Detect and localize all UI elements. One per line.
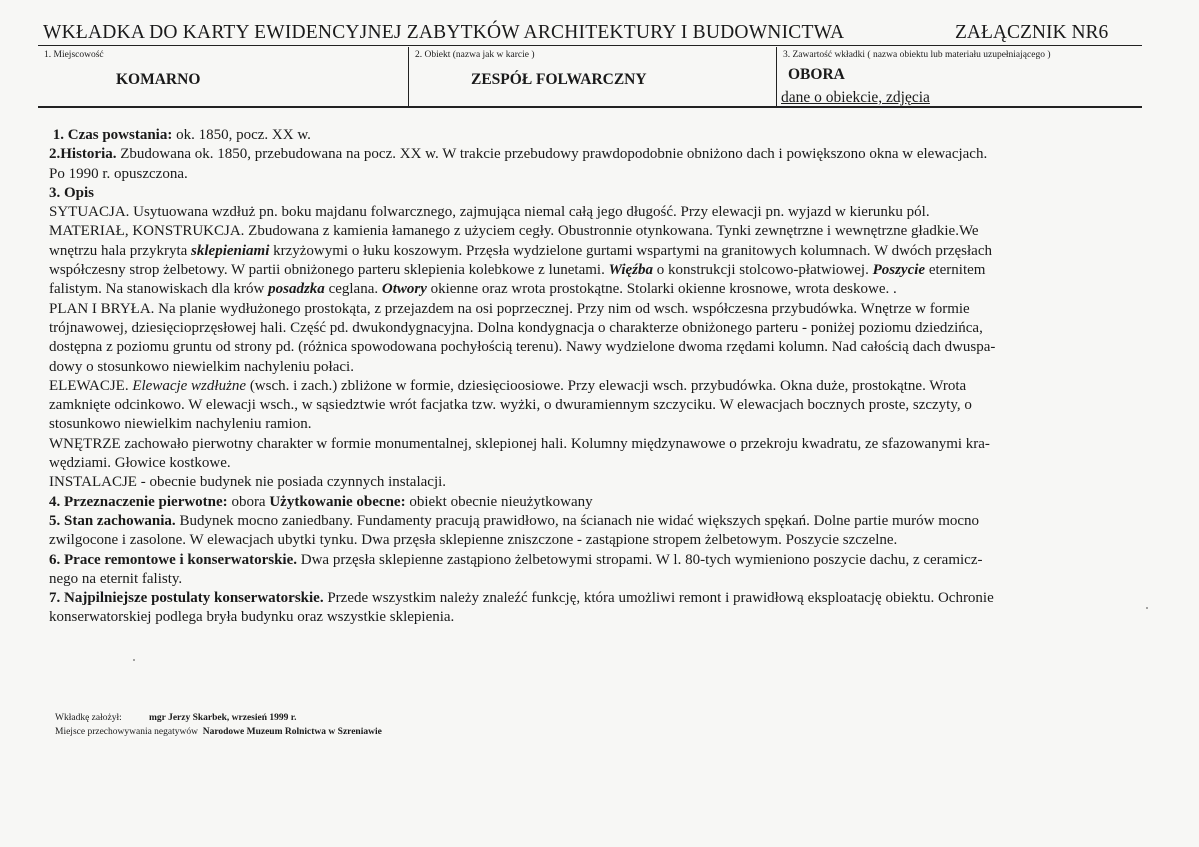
- author-value: mgr Jerzy Skarbek, wrzesień 1999 r.: [149, 713, 297, 723]
- paragraph-text: eternitem: [925, 262, 986, 279]
- paragraph-line: dowy o stosunkowo niewielkim nachyleniu połaci.: [49, 358, 354, 375]
- paragraph-text: wnętrzu hala przykryta: [49, 242, 192, 259]
- paragraph-line: nego na eternit falisty.: [49, 570, 183, 587]
- header-divider: [38, 45, 1142, 46]
- paragraph-line: konserwatorskiej podlega bryła budynku oraz wszystkie sklepienia.: [49, 609, 455, 626]
- paragraph-line: WNĘTRZE zachowało pierwotny charakter w formie monumentalnej, sklepionej hali. Kolumny międzynawowe o przekroju kwadratu, ze sfazowanymi kra-: [49, 435, 990, 452]
- paragraph-line: dostępna z poziomu gruntu od strony pd. (różnica spowodowana pochyłością terenu). Nawy wydzielone dwoma rzędami kolumn. Nad całością dach dwuspa-: [49, 339, 996, 356]
- negatives-label: Miejsce przechowywania negatywów: [55, 727, 198, 737]
- paragraph-text: ceglana.: [324, 281, 382, 298]
- negatives-line: [55, 725, 382, 739]
- section-heading: 3. Opis: [49, 184, 95, 201]
- paragraph-text: obora: [227, 493, 270, 510]
- paragraph-text: Budynek mocno zaniedbany. Fundamenty pracują prawidłowo, na ścianach nie widać większych spękań. Dolne partie murów mocno: [175, 512, 980, 529]
- emphasis-term: Poszycie: [872, 262, 926, 279]
- paragraph-line: [49, 280, 1139, 299]
- paragraph-line: zwilgocone i zasolone. W elewacjach ubytki tynku. Dwa przęsła sklepienne zniszczone - zastąpione stropem żelbetowym. Poszycie szczelne.: [49, 532, 898, 549]
- attachment-number: ZAŁĄCZNIK NR6: [955, 22, 1109, 43]
- section-heading: 6. Prace remontowe i konserwatorskie.: [49, 551, 297, 568]
- emphasis-term: Otwory: [381, 281, 427, 298]
- identification-fields: [38, 47, 1142, 108]
- paragraph-text: krzyżowymi o łuku koszowym. Przęsła wydzielone gurtami wspartymi na granitowych kolumnach. W dwóch przęsłach: [269, 242, 992, 259]
- section-condition: [49, 512, 1139, 531]
- author-line: [55, 711, 382, 725]
- section-postulates: [49, 589, 1139, 608]
- paragraph-line: MATERIAŁ, KONSTRUKCJA. Zbudowana z kamienia łamanego z użyciem cegły. Obustronnie otynkowana. Tynki zewnętrzne i wewnętrzne gładkie.We: [49, 223, 979, 240]
- author-label: Wkładkę założył:: [55, 713, 122, 723]
- section-purpose: [49, 493, 1139, 512]
- paragraph-text: Przede wszystkim należy znaleźć funkcję, która umożliwi remont i prawidłową eksploatację obiektu. Ochronie: [323, 590, 994, 607]
- section-heading: 4. Przeznaczenie pierwotne:: [49, 493, 228, 510]
- section-renovation: [49, 551, 1139, 570]
- paragraph-line: stosunkowo niewielkim nachyleniu ramion.: [49, 416, 312, 433]
- paragraph-text: Zbudowana ok. 1850, przebudowana na pocz. XX w. W trakcie przebudowy prawdopodobnie obniżono dach i powiększono okna w elewacjach.: [116, 146, 988, 163]
- page-title: WKŁADKA DO KARTY EWIDENCYJNEJ ZABYTKÓW ARCHITEKTURY I BUDOWNICTWA: [43, 22, 845, 43]
- paragraph-text: falistym. Na stanowiskach dla krów: [49, 281, 269, 298]
- paragraph-line: Po 1990 r. opuszczona.: [49, 165, 188, 182]
- section-heading: Użytkowanie obecne:: [269, 493, 406, 510]
- section-heading: 5. Stan zachowania.: [49, 512, 176, 529]
- field-object-label: 2. Obiekt (nazwa jak w karcie ): [415, 50, 535, 60]
- emphasis-term: Elewacje wzdłużne: [132, 377, 247, 394]
- paragraph-text: Dwa przęsła sklepienne zastąpiono żelbetowymi stropami. W l. 80-tych wymieniono poszycie dachu, z ceramicz-: [297, 551, 983, 568]
- paragraph-text: okienne oraz wrota prostokątne. Stolarki okienne krosnowe, wrota deskowe. .: [426, 281, 897, 298]
- paragraph-text: (wsch. i zach.) zbliżone w formie, dziesięcioosiowe. Przy elewacji wsch. przybudówka. Okna duże, prostokątne. Wrota: [246, 377, 967, 394]
- section-heading: 1. Czas powstania:: [52, 127, 173, 143]
- paragraph-text: o konstrukcji stolcowo-płatwiowej.: [653, 262, 873, 279]
- description-body: [49, 126, 1139, 628]
- paragraph-text: współczesny strop żelbetowy. W partii obniżonego parteru sklepienia kolebkowe z lunetami.: [49, 262, 609, 279]
- paragraph-text: obiekt obecnie nieużytkowany: [405, 493, 593, 510]
- field-object: [408, 47, 777, 106]
- emphasis-term: sklepieniami: [191, 242, 270, 259]
- paragraph-line: wędziami. Głowice kostkowe.: [49, 455, 231, 472]
- emphasis-term: Więźba: [608, 262, 654, 279]
- paragraph-line: SYTUACJA. Usytuowana wzdłuż pn. boku majdanu folwarcznego, zajmująca niemal całą jego długość. Przy elewacji pn. wyjazd w kierunku pól.: [49, 204, 930, 221]
- field-content: [776, 47, 1143, 106]
- section-heading: 2.Historia.: [49, 146, 117, 163]
- field-content-label: 3. Zawartość wkładki ( nazwa obiektu lub materiału uzupełniającego ): [783, 50, 1051, 60]
- field-content-value: OBORA: [788, 66, 845, 83]
- paragraph-text: ok. 1850, pocz. XX w.: [172, 127, 311, 143]
- scan-speck: [133, 659, 135, 661]
- field-locality: [38, 47, 408, 106]
- section-construction-date: [49, 126, 1139, 145]
- paragraph-text: ELEWACJE.: [49, 377, 133, 394]
- paragraph-line: [49, 377, 1139, 396]
- field-locality-label: 1. Miejscowość: [44, 50, 104, 60]
- footer-credits: [55, 711, 382, 739]
- paragraph-line: [49, 261, 1139, 280]
- field-locality-value: KOMARNO: [116, 71, 201, 88]
- field-object-value: ZESPÓŁ FOLWARCZNY: [471, 71, 647, 88]
- scan-speck: [1146, 607, 1148, 609]
- paragraph-line: INSTALACJE - obecnie budynek nie posiada czynnych instalacji.: [49, 474, 447, 491]
- paragraph-line: [49, 242, 1139, 261]
- paragraph-line: PLAN I BRYŁA. Na planie wydłużonego prostokąta, z przejazdem na osi poprzecznej. Przy nim od wsch. współczesna przybudówka. Wnętrze w formie: [49, 300, 970, 317]
- paragraph-line: zamknięte odcinkowo. W elewacji wsch., w sąsiedztwie wrót facjatka tzw. wyżki, o dwuramiennym szczyciku. W elewacjach bocznych proste, szczyty, o: [49, 397, 972, 414]
- section-history: [49, 145, 1139, 164]
- emphasis-term: posadzka: [268, 281, 325, 298]
- negatives-value: Narodowe Muzeum Rolnictwa w Szreniawie: [202, 727, 382, 737]
- field-content-subvalue: dane o obiekcie, zdjęcia: [781, 89, 930, 106]
- section-heading: 7. Najpilniejsze postulaty konserwatorskie.: [49, 590, 324, 607]
- paragraph-line: trójnawowej, dziesięcioprzęsłowej hali. Część pd. dwukondygnacyjna. Dolna kondygnacja o charakterze obniżonego parteru - poniżej poziomu dziedzińca,: [49, 319, 983, 336]
